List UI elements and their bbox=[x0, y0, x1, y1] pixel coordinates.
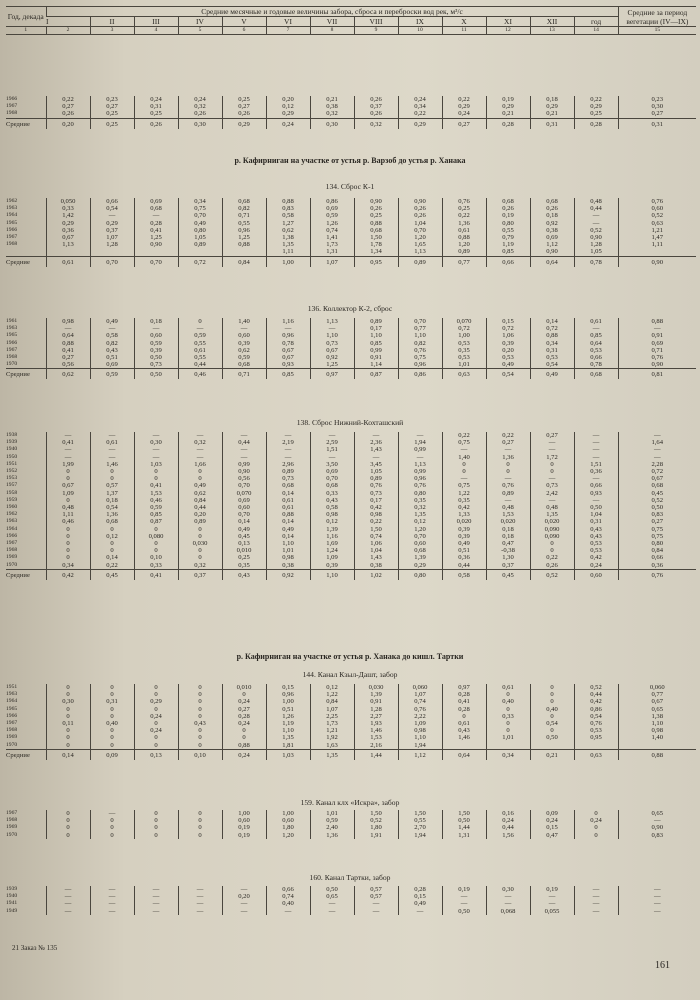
table-cell: 0,14 bbox=[46, 749, 90, 760]
data-block-5 bbox=[6, 810, 696, 839]
table-cell: 0,41 bbox=[134, 569, 178, 580]
table-cell: — — — — bbox=[618, 886, 696, 915]
table-cell: 0,010 0 0,24 0,27 0,28 0,24 0 0 0,88 bbox=[222, 684, 266, 749]
header-month: год bbox=[574, 17, 618, 27]
col-number: 6 bbox=[222, 27, 266, 35]
table-cell: 0,070 0,72 1,00 0,53 0,35 0,53 1,01 bbox=[442, 318, 486, 369]
col-number: 5 bbox=[178, 27, 222, 35]
table-cell: 0,21 0,38 0,32 bbox=[310, 96, 354, 118]
table-cell: 0,26 0,37 0,26 bbox=[354, 96, 398, 118]
block-title: 144. Канал Кзыл-Дашт, забор bbox=[302, 670, 398, 679]
header-year: Год, декада bbox=[7, 12, 44, 21]
table-cell: 1,00 0,60 0,19 0,19 bbox=[222, 810, 266, 839]
table-cell: 0,15 0,96 1,00 0,51 1,26 1,19 1,10 1,35 1,81 bbox=[266, 684, 310, 749]
table-cell: — 0,20 — — bbox=[222, 886, 266, 915]
table-cell: 1,13 — 1,10 0,73 0,67 0,92 1,25 bbox=[310, 318, 354, 369]
footer-order: 21 Заказ № 135 bbox=[12, 944, 58, 952]
table-cell: — — — — bbox=[46, 886, 90, 915]
table-cell: — 0 0 0 bbox=[90, 810, 134, 839]
table-cell: 0,20 0,12 0,29 bbox=[266, 96, 310, 118]
average-label: Средние bbox=[6, 369, 46, 380]
header-month: XII bbox=[530, 17, 574, 27]
year-column: 1966 1967 1968 bbox=[6, 96, 18, 117]
table-cell: 0,76 0,60 0,52 0,63 1,21 1,47 1,11 bbox=[618, 198, 696, 256]
table-cell: 0,32 bbox=[354, 118, 398, 129]
table-cell: 0 0 0 0 0 0,43 0 0 0 bbox=[178, 684, 222, 749]
table-cell: 0,34 bbox=[486, 749, 530, 760]
table-cell: 0,060 0,77 0,67 0,65 1,38 1,10 0,98 1,40 bbox=[618, 684, 696, 749]
header-month: V bbox=[222, 17, 266, 27]
table-cell: 0,28 bbox=[486, 118, 530, 129]
table-cell: 0,70 0,77 1,10 0,82 0,76 0,75 0,96 bbox=[398, 318, 442, 369]
table-cell: 0,87 bbox=[354, 369, 398, 380]
header-month: VII bbox=[310, 17, 354, 27]
table-cell: 0,24 bbox=[266, 118, 310, 129]
table-cell: 0,030 1,39 0,91 1,28 2,27 1,93 1,46 1,53 2,16 bbox=[354, 684, 398, 749]
table-cell: 0 — 0,59 0,55 0,61 0,55 0,44 bbox=[178, 318, 222, 369]
table-cell: 1,03 bbox=[266, 749, 310, 760]
table-cell: 0,13 bbox=[134, 749, 178, 760]
table-cell: 0,09 0,24 0,15 0,47 bbox=[530, 810, 574, 839]
table-cell: 1,44 bbox=[354, 749, 398, 760]
table-cell: 0,57 0,57 — — bbox=[354, 886, 398, 915]
table-cell: — — — — bbox=[574, 886, 618, 915]
table-cell: 0,66 0,74 0,40 — bbox=[266, 886, 310, 915]
table-cell: 0,12 1,22 0,84 1,07 2,25 1,73 1,21 1,92 1,63 bbox=[310, 684, 354, 749]
table-cell: 1,00 0,60 1,80 1,20 bbox=[266, 810, 310, 839]
year-column: 1939 1940 1941 1949 bbox=[6, 886, 18, 914]
table-cell: 0,66 0,54 — 0,29 0,37 1,07 1,28 bbox=[90, 198, 134, 256]
col-number: 8 bbox=[310, 27, 354, 35]
table-cell: — — — — bbox=[134, 886, 178, 915]
table-cell: 0,30 — — 0,068 bbox=[486, 886, 530, 915]
table-cell: 0,89 bbox=[398, 256, 442, 267]
table-cell: 0,66 bbox=[486, 256, 530, 267]
header-month: XI bbox=[486, 17, 530, 27]
table-cell: 0,18 — 0,60 0,59 0,39 0,50 0,73 bbox=[134, 318, 178, 369]
table-cell: 0,19 — — 0,50 bbox=[442, 886, 486, 915]
table-cell: 0,77 bbox=[442, 256, 486, 267]
col-number: 1 bbox=[6, 27, 46, 35]
table-cell: 0,69 0,68 — 0,28 0,41 1,25 0,90 bbox=[134, 198, 178, 256]
table-cell: 0,61 bbox=[46, 256, 90, 267]
col-number: 15 bbox=[618, 27, 696, 35]
table-cell: 0,27 — — 1,72 0 0 — 0,73 2,42 — 0,48 1,35 0,020 0,090 0,090 0 0 0,22 0,26 bbox=[530, 432, 574, 569]
table-cell: 0,24 0,34 0,22 bbox=[398, 96, 442, 118]
table-cell: 0,68 0,26 0,19 0,80 0,55 0,79 1,19 0,85 bbox=[486, 198, 530, 256]
table-cell: 1,01 0,59 2,40 1,36 bbox=[310, 810, 354, 839]
table-cell: 0 0 0 0 bbox=[46, 810, 90, 839]
table-cell: 0,95 bbox=[354, 256, 398, 267]
table-cell: 0,15 0,72 1,06 0,39 0,20 0,53 0,49 bbox=[486, 318, 530, 369]
page-number: 161 bbox=[655, 960, 670, 971]
table-cell: 0,64 bbox=[442, 749, 486, 760]
table-cell: 0,98 — 0,64 0,88 0,41 0,27 0,56 bbox=[46, 318, 90, 369]
table-cell: 0,24 bbox=[222, 749, 266, 760]
table-cell: — — — — bbox=[90, 886, 134, 915]
table-cell: 0 0 0 0 bbox=[134, 810, 178, 839]
table-cell: 0,43 bbox=[222, 569, 266, 580]
table-cell: 0,68 0,82 0,71 0,55 0,96 1,25 0,88 bbox=[222, 198, 266, 256]
table-cell: 0,22 0,29 0,24 bbox=[442, 96, 486, 118]
header-month: II bbox=[90, 17, 134, 27]
year-column: 1938 1939 1940 1950 1951 1952 1953 1957 1958 1959 1960 1962 1963 1964 1966 1967 1968 1969 1970 bbox=[6, 432, 18, 568]
col-number: 11 bbox=[442, 27, 486, 35]
table-cell: 0,72 bbox=[178, 256, 222, 267]
table-cell: 0,22 0,75 — 1,40 0 0 — 0,75 1,22 0,35 0,42 1,33 0,020 0,39 0,39 0,49 0,51 0,36 0,44 bbox=[442, 432, 486, 569]
average-row bbox=[6, 369, 696, 380]
table-cell: 0,62 bbox=[46, 369, 90, 380]
year-column: 1961 1963 1965 1966 1967 1968 1970 bbox=[6, 318, 18, 368]
table-cell: 1,16 — 0,96 0,78 0,67 0,67 0,93 bbox=[266, 318, 310, 369]
table-cell: 1,50 0,50 1,44 1,31 bbox=[442, 810, 486, 839]
block-title: 159. Канал клх «Искра», забор bbox=[300, 798, 400, 807]
col-number: 14 bbox=[574, 27, 618, 35]
table-cell: 0,31 bbox=[618, 118, 696, 129]
header-month: IX bbox=[398, 17, 442, 27]
data-block-4 bbox=[6, 684, 696, 760]
table-cell: 0,63 bbox=[574, 749, 618, 760]
table-cell: 0,70 bbox=[90, 256, 134, 267]
table-cell: 0,88 0,83 0,58 1,27 0,62 1,38 1,35 1,11 bbox=[266, 198, 310, 256]
table-cell: 0,61 — 0,85 0,64 0,53 0,66 0,78 bbox=[574, 318, 618, 369]
table-cell: 0,85 bbox=[266, 369, 310, 380]
average-row bbox=[6, 749, 696, 760]
col-number: 13 bbox=[530, 27, 574, 35]
header-month: IV bbox=[178, 17, 222, 27]
table-cell: 0 0 0 0 bbox=[178, 810, 222, 839]
table-cell: 0,60 bbox=[574, 569, 618, 580]
col-number: 12 bbox=[486, 27, 530, 35]
average-label: Средние bbox=[6, 118, 46, 129]
col-number: 3 bbox=[90, 27, 134, 35]
table-cell: 0,46 bbox=[178, 369, 222, 380]
table-cell: 0,16 0,24 0,44 1,56 bbox=[486, 810, 530, 839]
table-cell: 0,23 0,27 0,25 bbox=[90, 96, 134, 118]
table-cell: — 1,94 0,99 — 1,13 0,99 0,96 0,76 0,80 0,35 0,32 1,35 0,12 1,20 0,70 0,60 0,68 1,39 0,29 bbox=[398, 432, 442, 569]
table-cell: 0,14 0,72 0,88 0,34 0,31 0,53 0,54 bbox=[530, 318, 574, 369]
table-cell: 0,59 bbox=[90, 369, 134, 380]
col-number: 10 bbox=[398, 27, 442, 35]
table-cell: 0 0 0,30 0 0 0,11 0 0 0 bbox=[46, 684, 90, 749]
table-cell: 0,81 bbox=[618, 369, 696, 380]
table-cell: 0,86 bbox=[398, 369, 442, 380]
table-cell: 0 0 0,31 0 0 0,40 0 0 0 bbox=[90, 684, 134, 749]
average-label: Средние bbox=[6, 569, 46, 580]
data-block-1 bbox=[6, 198, 696, 267]
table-cell: 0,45 bbox=[486, 569, 530, 580]
table-cell: 0,84 bbox=[222, 256, 266, 267]
table-cell: 0,20 bbox=[46, 118, 90, 129]
average-label: Средние bbox=[6, 749, 46, 760]
year-column: 1962 1963 1964 1965 1966 1967 1968 bbox=[6, 198, 18, 248]
table-cell: 0,30 bbox=[178, 118, 222, 129]
col-number: 2 bbox=[46, 27, 90, 35]
table-cell: 0,19 — — 0,055 bbox=[530, 886, 574, 915]
table-cell: 0,61 0 0,40 0 0,33 0 0 1,01 bbox=[486, 684, 530, 749]
header-month: I bbox=[46, 17, 49, 26]
table-cell: 0,27 bbox=[442, 118, 486, 129]
table-cell: 0,26 bbox=[134, 118, 178, 129]
table-cell: 0,49 bbox=[530, 369, 574, 380]
table-cell: 0,49 — 0,58 0,82 0,43 0,51 0,69 bbox=[90, 318, 134, 369]
table-cell: 0,68 0,26 0,18 0,92 0,38 0,69 1,12 0,90 bbox=[530, 198, 574, 256]
header-vegetation: Средние за период вегетации (IV—IX) bbox=[618, 7, 696, 27]
table-cell: 0,22 0,29 0,25 bbox=[574, 96, 618, 118]
table-cell: 0,88 — 0,91 0,69 0,71 0,76 0,90 bbox=[618, 318, 696, 369]
table-cell: 0,71 bbox=[222, 369, 266, 380]
data-block-0 bbox=[6, 96, 696, 129]
col-number: 9 bbox=[354, 27, 398, 35]
table-cell: — 0,32 — — 1,66 0 0 0,49 0,62 0,84 0,44 0,20 0,89 0 0 0,030 0 0 0,32 bbox=[178, 432, 222, 569]
table-cell: — 0,61 — — 1,46 0 0 0,57 1,37 0,18 0,54 1,36 0,68 0 0,12 0 0 0,14 0,22 bbox=[90, 432, 134, 569]
table-cell: 0,42 bbox=[46, 569, 90, 580]
table-cell: 0,050 0,33 1,42 0,29 0,36 0,67 1,13 bbox=[46, 198, 90, 256]
table-cell: 0,54 bbox=[486, 369, 530, 380]
table-cell: 0,34 0,75 0,70 0,49 0,80 1,05 0,89 bbox=[178, 198, 222, 256]
block-title: 160. Канал Тартки, забор bbox=[309, 873, 391, 882]
table-cell: 0,29 bbox=[222, 118, 266, 129]
table-cell: 0,92 bbox=[266, 569, 310, 580]
table-cell: 1,10 bbox=[310, 569, 354, 580]
table-cell: 0,58 bbox=[442, 569, 486, 580]
header-month: VI bbox=[266, 17, 310, 27]
year-column: 1967 1968 1969 1970 bbox=[6, 810, 18, 838]
table-cell: 0,64 bbox=[530, 256, 574, 267]
table-cell: — 2,59 1,51 — 3,50 0,69 0,70 0,68 0,33 0,43 0,58 0,98 0,12 1,39 1,16 1,69 1,24 1,09 0,39 bbox=[310, 432, 354, 569]
table-cell: 0,25 bbox=[90, 118, 134, 129]
table-cell: 0,31 bbox=[530, 118, 574, 129]
table-cell: 0,19 0,29 0,21 bbox=[486, 96, 530, 118]
table-cell: 0,76 0,25 0,22 1,36 0,61 0,88 1,20 0,89 bbox=[442, 198, 486, 256]
block-title: 134. Сброс К-1 bbox=[325, 182, 375, 191]
table-cell: — 0,44 — — 0,99 0,90 0,56 0,70 0,070 0,69 0,60 0,70 0,14 0,49 0,45 0,13 0,010 0,25 0,35 bbox=[222, 432, 266, 569]
table-cell: 0,50 0,65 — — bbox=[310, 886, 354, 915]
table-cell: 1,02 bbox=[354, 569, 398, 580]
average-row bbox=[6, 118, 696, 129]
table-cell: 0,88 bbox=[618, 749, 696, 760]
table-cell: 0,060 1,07 0,74 0,76 2,22 1,09 0,98 1,10 1,94 bbox=[398, 684, 442, 749]
table-cell: 0,37 bbox=[178, 569, 222, 580]
header-group: Средние месячные и годовые величины забора, сброса и переброски вод рек, м³/с bbox=[46, 7, 618, 17]
average-row bbox=[6, 256, 696, 267]
block-title: 136. Коллектор К-2, сброс bbox=[307, 304, 393, 313]
table-cell: 0 0 0,29 0 0,24 0 0,24 0 0 bbox=[134, 684, 178, 749]
table-cell: 0,90 bbox=[618, 256, 696, 267]
table-cell: 0,21 bbox=[530, 749, 574, 760]
table-cell: 0,65 — 0,90 0,83 bbox=[618, 810, 696, 839]
table-cell: 0,97 0,28 0,41 0,28 0 0,61 0,43 1,46 bbox=[442, 684, 486, 749]
table-cell: 0,70 bbox=[134, 256, 178, 267]
table-cell: — 0,41 — — 1,99 0 0 0,67 1,09 0 0,48 1,11 0,46 0 0 0 0 0 0,34 bbox=[46, 432, 90, 569]
header-month: VIII bbox=[354, 17, 398, 27]
year-column: 1951 1963 1964 1965 1966 1967 1968 1969 1970 bbox=[6, 684, 18, 748]
table-cell: 0,30 bbox=[310, 118, 354, 129]
table-cell: 1,50 0,55 2,70 1,94 bbox=[398, 810, 442, 839]
table-cell: 0,80 bbox=[398, 569, 442, 580]
table-cell: 1,12 bbox=[398, 749, 442, 760]
table-cell: 0 0,24 0 0 bbox=[574, 810, 618, 839]
data-block-3 bbox=[6, 432, 696, 580]
table-cell: 0,09 bbox=[90, 749, 134, 760]
table-cell: 1,00 bbox=[266, 256, 310, 267]
table-cell: — 0,30 — — 1,03 0 0 0,41 1,53 0,46 0,59 0,85 0,87 0 0,080 0 0 0,10 0,33 bbox=[134, 432, 178, 569]
table-cell: — 2,36 1,43 — 3,45 1,05 0,89 0,76 0,73 0,17 0,42 0,98 0,22 1,50 0,74 1,06 1,04 1,43 0,38 bbox=[354, 432, 398, 569]
table-cell: 0,90 0,26 0,26 1,04 0,70 1,20 1,65 1,13 bbox=[398, 198, 442, 256]
table-cell: 0,45 bbox=[90, 569, 134, 580]
table-cell: 1,07 bbox=[310, 256, 354, 267]
table-cell: 0,48 0,44 — — 0,52 0,90 1,28 1,05 bbox=[574, 198, 618, 256]
col-number: 7 bbox=[266, 27, 310, 35]
table-cell: 0,23 0,30 0,27 bbox=[618, 96, 696, 118]
table-cell: 0,86 0,69 0,59 1,26 0,74 1,41 1,73 1,31 bbox=[310, 198, 354, 256]
table-cell: 0,18 0,29 0,21 bbox=[530, 96, 574, 118]
table-cell: 0,63 bbox=[442, 369, 486, 380]
table-cell: 0,29 bbox=[398, 118, 442, 129]
table-cell: 0,50 bbox=[134, 369, 178, 380]
table-cell: — — — — bbox=[178, 886, 222, 915]
col-number: 4 bbox=[134, 27, 178, 35]
table-cell: 0,25 0,27 0,26 bbox=[222, 96, 266, 118]
section-title: р. Кафирниган на участке от устья р. Ханака до кишл. Тартки bbox=[236, 652, 464, 661]
table-cell: 0 0 0 0,40 0 0,54 0 0,50 bbox=[530, 684, 574, 749]
table-cell: — 1,64 — — 2,28 0,72 0,67 0,68 0,45 0,52 0,50 0,83 0,27 0,75 0,75 0,80 0,84 0,66 0,36 bbox=[618, 432, 696, 569]
header-month: X bbox=[442, 17, 486, 27]
table-cell: 0,78 bbox=[574, 256, 618, 267]
table-cell: 0,68 bbox=[574, 369, 618, 380]
table-cell: 0,10 bbox=[178, 749, 222, 760]
section-title: р. Кафирниган на участке от устья р. Варзоб до устья р. Ханака bbox=[234, 156, 466, 165]
table-cell: 1,35 bbox=[310, 749, 354, 760]
data-block-2 bbox=[6, 318, 696, 379]
table-cell: 1,40 — 0,60 0,39 0,62 0,59 0,68 bbox=[222, 318, 266, 369]
table-cell: 0,76 bbox=[618, 569, 696, 580]
table-cell: — 2,19 — — 2,96 0,89 0,73 0,68 0,14 0,61 0,61 0,88 0,14 0,49 0,14 1,10 1,01 0,98 0,38 bbox=[266, 432, 310, 569]
average-label: Средние bbox=[6, 256, 46, 267]
table-cell: 0,97 bbox=[310, 369, 354, 380]
table-cell: 0,52 0,44 0,42 0,86 0,54 0,76 0,53 0,95 bbox=[574, 684, 618, 749]
table-cell: 0,52 bbox=[530, 569, 574, 580]
table-cell: 0,24 0,31 0,25 bbox=[134, 96, 178, 118]
block-title: 138. Сброс Нижний-Кохташский bbox=[296, 418, 404, 427]
table-cell: 1,50 0,52 1,80 1,91 bbox=[354, 810, 398, 839]
table-cell: 0,28 0,15 0,49 — bbox=[398, 886, 442, 915]
header-month: III bbox=[134, 17, 178, 27]
data-block-6 bbox=[6, 886, 696, 915]
table-cell: — — — — 1,51 0,36 — 0,66 0,93 — 0,50 1,04 0,31 0,43 0,43 0,53 0,53 0,42 0,24 bbox=[574, 432, 618, 569]
table-header bbox=[6, 6, 696, 35]
table-cell: 0,24 0,32 0,26 bbox=[178, 96, 222, 118]
table-cell: 0,89 0,17 1,10 0,85 0,99 0,91 1,14 bbox=[354, 318, 398, 369]
table-cell: 0,28 bbox=[574, 118, 618, 129]
table-cell: 0,22 0,27 — 1,36 0 0 — 0,76 0,89 — 0,48 1,53 0,020 0,18 0,18 0,47 -0,38 1,30 0,37 bbox=[486, 432, 530, 569]
table-cell: 0,90 0,26 0,25 0,88 0,68 1,50 1,78 1,34 bbox=[354, 198, 398, 256]
average-row bbox=[6, 569, 696, 580]
table-cell: 0,22 0,27 0,26 bbox=[46, 96, 90, 118]
